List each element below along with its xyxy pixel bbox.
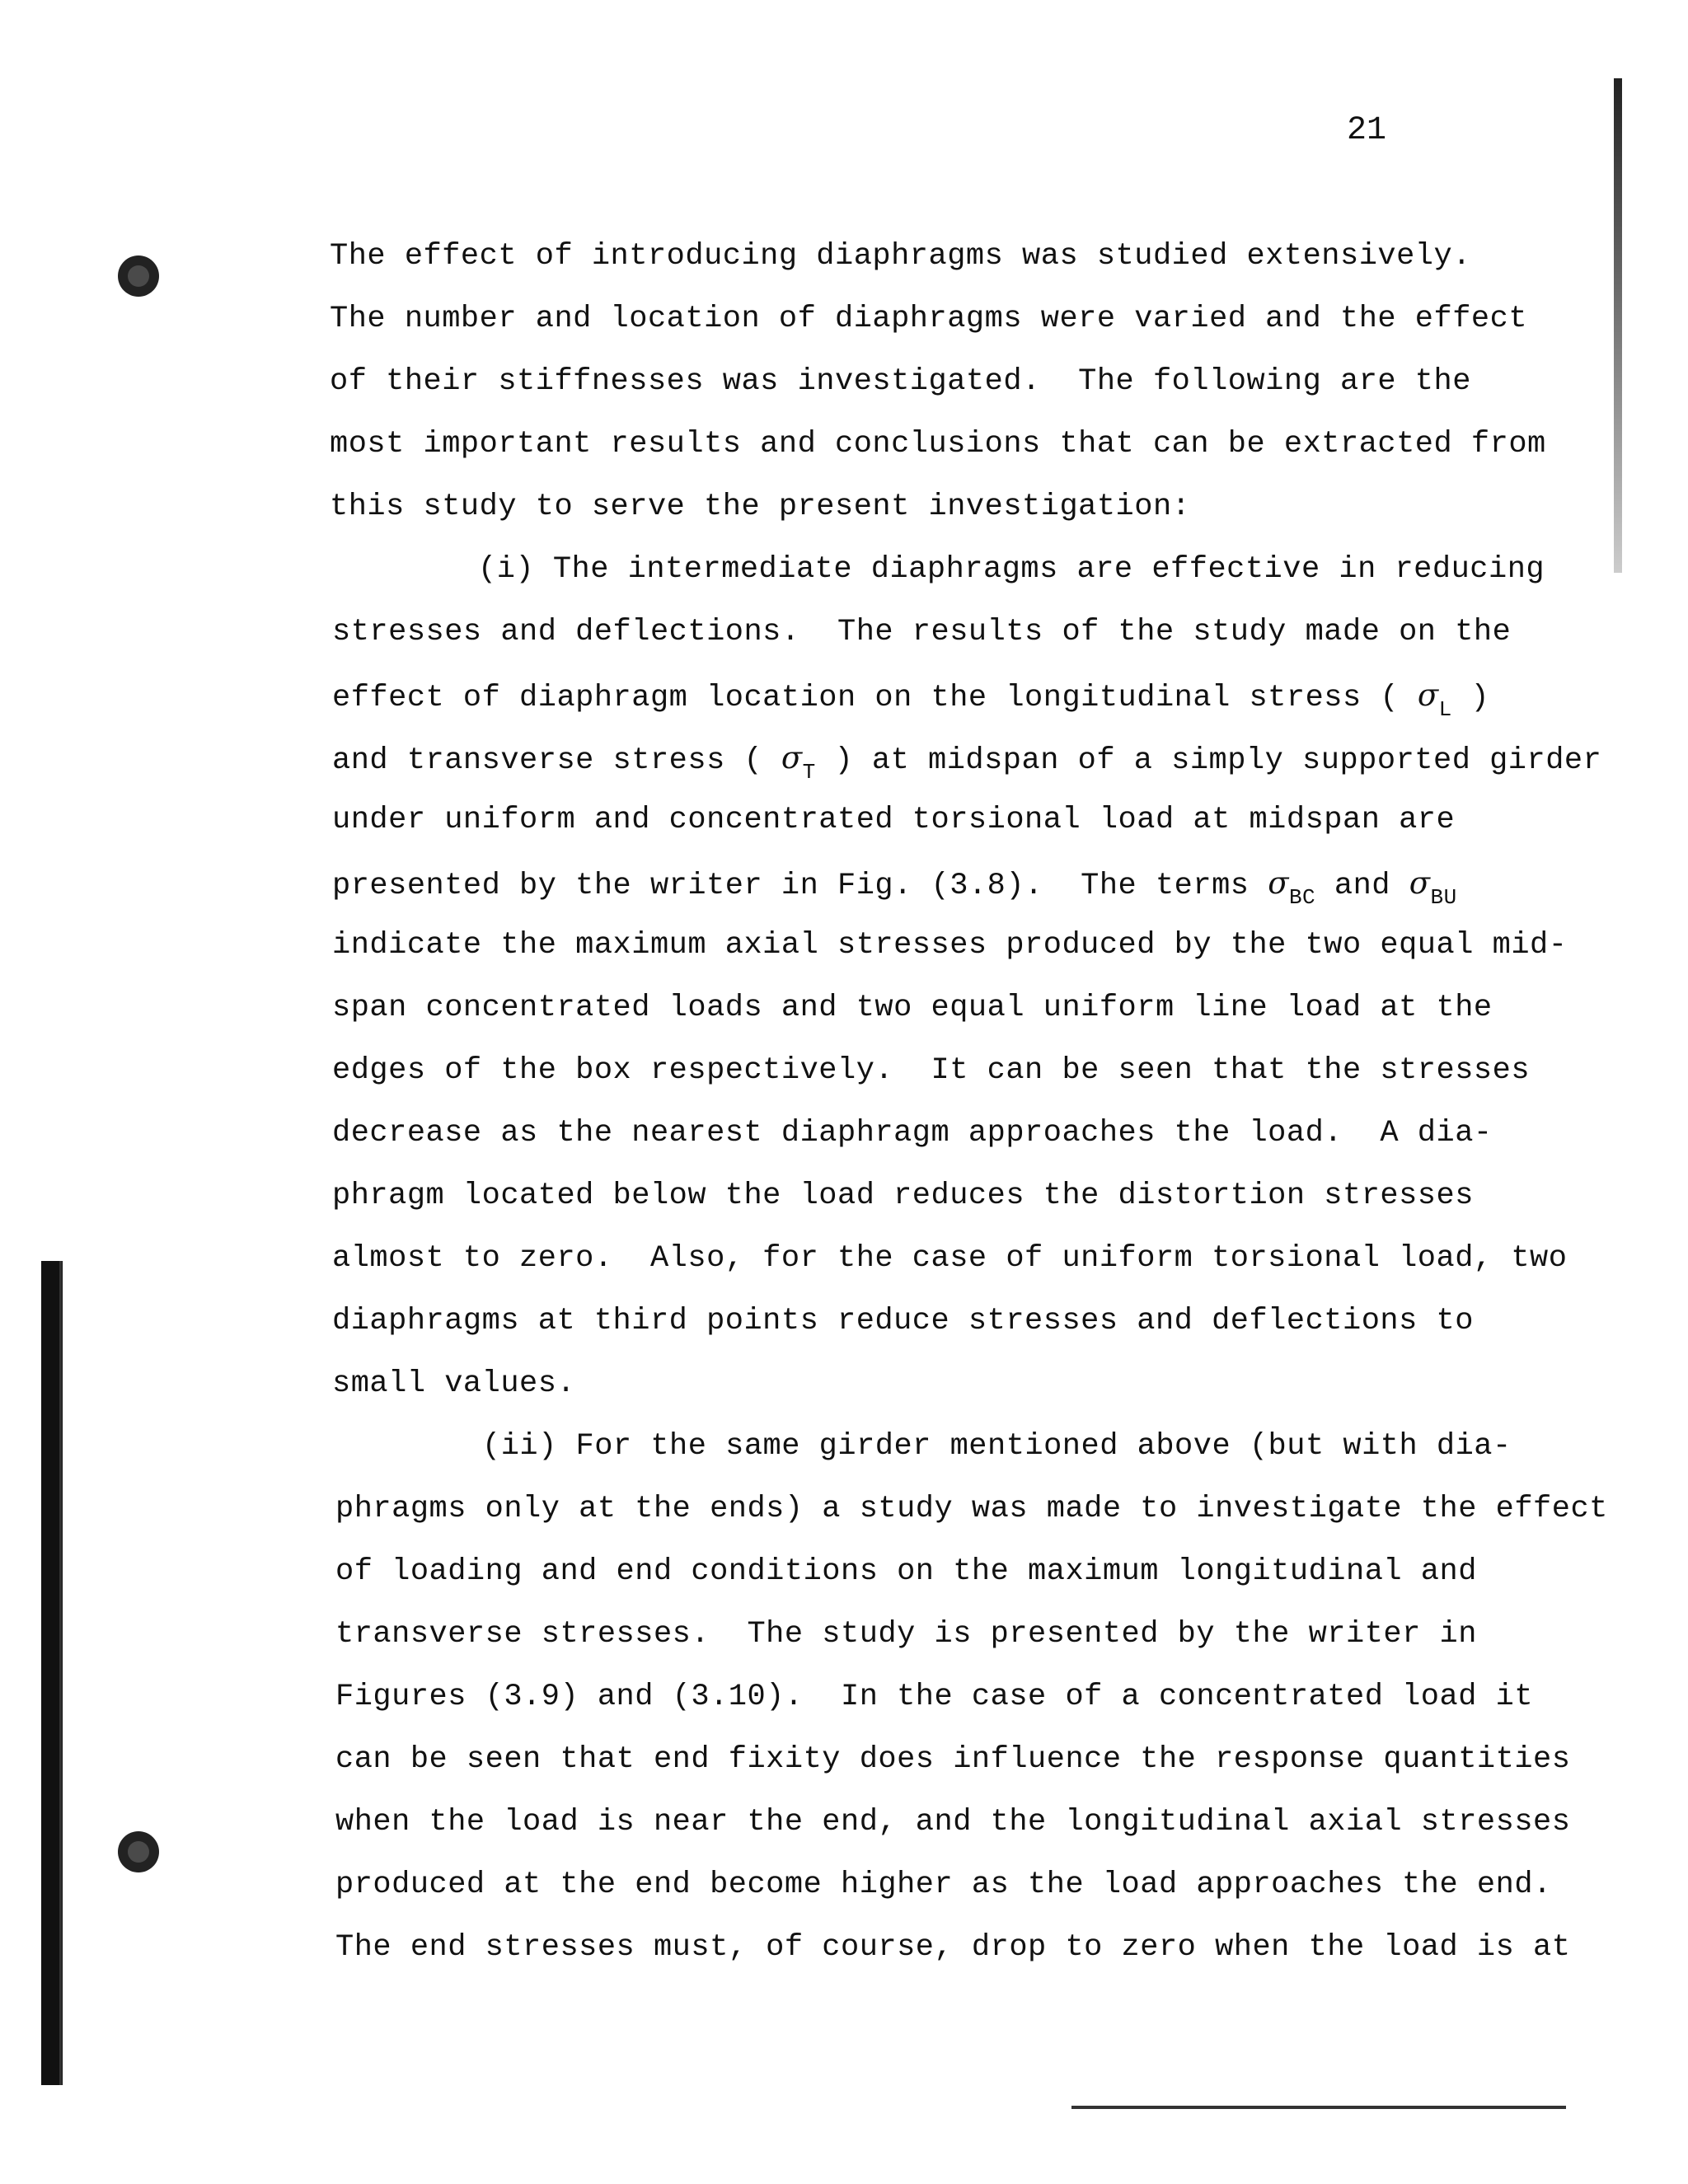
sigma-symbol: σ bbox=[1417, 677, 1439, 713]
paragraph-line: of their stiffnesses was investigated. The following are the bbox=[330, 364, 1471, 399]
punch-hole-bottom bbox=[118, 1831, 159, 1872]
paragraph-line: The effect of introducing diaphragms was studied extensively. bbox=[330, 239, 1471, 274]
sigma-subscript: T bbox=[802, 760, 816, 785]
item-line: phragm located below the load reduces the distortion stresses bbox=[332, 1179, 1474, 1213]
item-line: of loading and end conditions on the maximum longitudinal and bbox=[335, 1554, 1477, 1589]
item-line: (i) The intermediate diaphragms are effective in reducing bbox=[478, 552, 1545, 587]
item-line: Figures (3.9) and (3.10). In the case of a concentrated load it bbox=[335, 1680, 1534, 1714]
item-line: transverse stresses. The study is presented by the writer in bbox=[335, 1617, 1477, 1652]
item-line: when the load is near the end, and the longitudinal axial stresses bbox=[335, 1805, 1571, 1840]
item-line: produced at the end become higher as the load approaches the end. bbox=[335, 1868, 1552, 1902]
item-line: indicate the maximum axial stresses produced by the two equal mid- bbox=[332, 928, 1568, 963]
paragraph-line: The number and location of diaphragms were varied and the effect bbox=[330, 302, 1528, 336]
text-run: ) at midspan of a simply supported girder bbox=[815, 743, 1602, 778]
text-run: and transverse stress ( bbox=[332, 743, 781, 778]
item-line: under uniform and concentrated torsional load at midspan are bbox=[332, 803, 1456, 837]
text-run: effect of diaphragm location on the longitudinal stress ( bbox=[332, 681, 1418, 715]
item-line: small values. bbox=[332, 1366, 576, 1401]
sigma-symbol: σ bbox=[1409, 865, 1431, 901]
paragraph-line: this study to serve the present investigation: bbox=[330, 490, 1191, 524]
bottom-scan-edge bbox=[1071, 2106, 1566, 2109]
paragraph-line: most important results and conclusions that can be extracted from bbox=[330, 427, 1546, 462]
text-run: ) bbox=[1451, 681, 1490, 715]
item-line: stresses and deflections. The results of the study made on the bbox=[332, 615, 1512, 649]
item-line bbox=[332, 677, 1490, 722]
item-line: can be seen that end fixity does influence the response quantities bbox=[335, 1742, 1571, 1777]
sigma-symbol: σ bbox=[781, 740, 803, 776]
sigma-subscript: BC bbox=[1288, 885, 1316, 910]
item-line bbox=[332, 740, 1602, 785]
item-line: edges of the box respectively. It can be seen that the stresses bbox=[332, 1053, 1531, 1088]
item-line: diaphragms at third points reduce stresses and deflections to bbox=[332, 1304, 1474, 1338]
sigma-symbol: σ bbox=[1268, 865, 1289, 901]
item-line: almost to zero. Also, for the case of uniform torsional load, two bbox=[332, 1241, 1568, 1276]
page-number: 21 bbox=[1347, 112, 1387, 149]
item-line: (ii) For the same girder mentioned above (but with dia- bbox=[482, 1429, 1512, 1464]
right-scan-edge bbox=[1614, 78, 1622, 573]
item-line: span concentrated loads and two equal uniform line load at the bbox=[332, 991, 1493, 1025]
item-line: decrease as the nearest diaphragm approaches the load. A dia- bbox=[332, 1116, 1493, 1151]
sigma-subscript: L bbox=[1438, 697, 1452, 722]
item-line: The end stresses must, of course, drop to zero when the load is at bbox=[335, 1930, 1571, 1965]
text-run: and bbox=[1315, 869, 1409, 903]
text-run: presented by the writer in Fig. (3.8). The terms bbox=[332, 869, 1268, 903]
left-scan-edge-thin bbox=[59, 1261, 62, 2085]
punch-hole-top bbox=[118, 255, 159, 297]
sigma-subscript: BU bbox=[1430, 885, 1457, 910]
item-line: phragms only at the ends) a study was made to investigate the effect bbox=[335, 1492, 1608, 1526]
item-line bbox=[332, 865, 1457, 910]
